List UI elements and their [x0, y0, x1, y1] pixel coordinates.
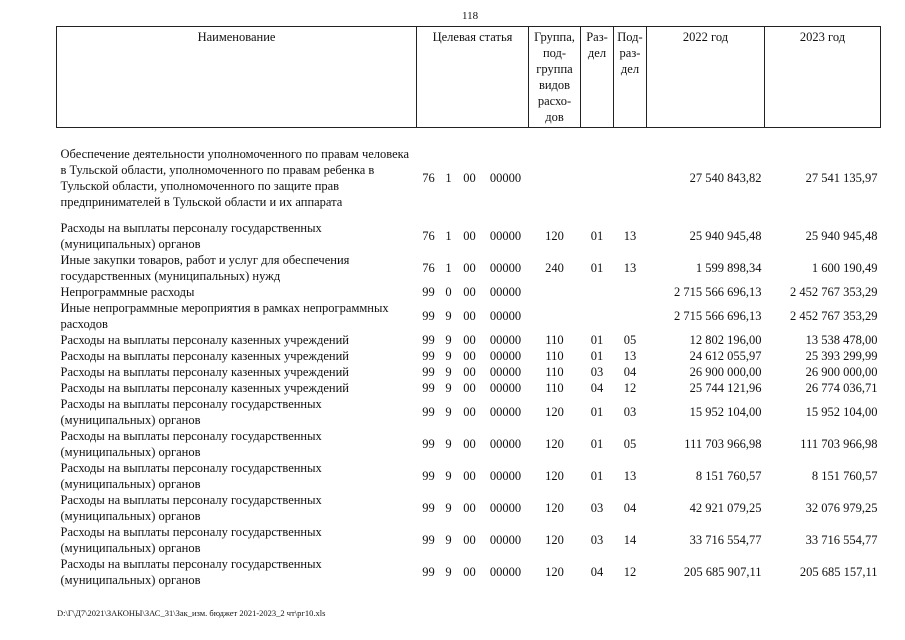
subsection-code: 13 — [623, 261, 637, 275]
subsection-code: 12 — [623, 381, 637, 395]
subsection-code — [614, 284, 647, 300]
target-code-2: 9 — [445, 565, 452, 579]
subsection-code: 13 — [623, 349, 637, 363]
row-name: Иные закупки товаров, работ и услуг для обеспечения государственных (муниципальных) нужд — [60, 253, 350, 283]
subsection-code: 04 — [623, 501, 637, 515]
target-code-3: 00 — [463, 229, 476, 243]
table-row — [57, 428, 881, 460]
amount-2022: 26 900 000,00 — [689, 365, 762, 379]
target-code-4: 00000 — [489, 405, 522, 419]
target-code-4: 00000 — [489, 501, 522, 515]
row-name: Расходы на выплаты персоналу государственных (муниципальных) органов — [60, 557, 322, 587]
expense-group-code: 110 — [545, 365, 564, 379]
subsection-code — [614, 300, 647, 332]
target-code-2: 9 — [445, 333, 452, 347]
page-number: 118 — [462, 10, 479, 22]
table-row — [57, 348, 881, 364]
target-code-4: 00000 — [489, 437, 522, 451]
table-row — [57, 284, 881, 300]
row-spacer-cell — [57, 210, 881, 220]
target-code-1: 99 — [422, 349, 435, 363]
target-code-1: 99 — [422, 533, 435, 547]
file-path-footer: D:\Г\Д7\2021\ЗАКОНЫ\ЗАС_31\Зак_изм. бюджет 2021-2023_2 чт\рг10.xls — [57, 608, 326, 618]
amount-2023: 27 541 135,97 — [805, 171, 878, 185]
row-name: Расходы на выплаты персоналу казенных учреждений — [60, 381, 349, 395]
amount-2023: 15 952 104,00 — [805, 405, 878, 419]
target-code-1: 99 — [422, 309, 435, 323]
section-code: 03 — [590, 533, 604, 547]
target-code-3: 00 — [463, 565, 476, 579]
target-code-1: 99 — [422, 333, 435, 347]
target-code-1: 76 — [422, 261, 435, 275]
subsection-code — [614, 146, 647, 210]
table-row — [57, 380, 881, 396]
amount-2023: 26 774 036,71 — [805, 381, 878, 395]
section-code: 01 — [590, 229, 604, 243]
subsection-code: 04 — [623, 365, 637, 379]
expense-group-code: 110 — [545, 381, 564, 395]
target-code-4: 00000 — [489, 171, 522, 185]
table-row — [57, 332, 881, 348]
expense-group-code: 110 — [545, 349, 564, 363]
row-name: Расходы на выплаты персоналу государственных (муниципальных) органов — [60, 221, 322, 251]
target-code-3: 00 — [463, 171, 476, 185]
section-code: 03 — [590, 501, 604, 515]
table-row — [57, 300, 881, 332]
header-year-2023: 2023 год — [765, 27, 881, 128]
amount-2022: 27 540 843,82 — [689, 171, 762, 185]
expense-group-code: 240 — [545, 261, 564, 275]
section-code — [581, 146, 614, 210]
row-name: Расходы на выплаты персоналу казенных учреждений — [60, 333, 349, 347]
table-body — [57, 128, 881, 589]
header-year-2022: 2022 год — [647, 27, 765, 128]
row-name: Расходы на выплаты персоналу государственных (муниципальных) органов — [60, 397, 322, 427]
target-code-3: 00 — [463, 533, 476, 547]
expense-group-code: 120 — [545, 501, 564, 515]
amount-2023: 26 900 000,00 — [805, 365, 878, 379]
amount-2022: 15 952 104,00 — [689, 405, 762, 419]
target-code-4: 00000 — [489, 309, 522, 323]
subsection-code: 13 — [623, 229, 637, 243]
target-code-2: 1 — [445, 261, 452, 275]
amount-2023: 25 393 299,99 — [805, 349, 878, 363]
table-row — [57, 492, 881, 524]
target-code-1: 99 — [422, 381, 435, 395]
target-code-2: 9 — [445, 365, 452, 379]
target-code-3: 00 — [463, 309, 476, 323]
row-name: Расходы на выплаты персоналу казенных учреждений — [60, 365, 349, 379]
expense-group-code: 120 — [545, 469, 564, 483]
target-code-4: 00000 — [489, 365, 522, 379]
target-code-3: 00 — [463, 365, 476, 379]
table-row — [57, 396, 881, 428]
target-code-2: 9 — [445, 405, 452, 419]
target-code-3: 00 — [463, 285, 476, 299]
header-name: Наименование — [57, 27, 417, 128]
target-code-2: 9 — [445, 381, 452, 395]
row-name: Расходы на выплаты персоналу казенных учреждений — [60, 349, 349, 363]
target-code-3: 00 — [463, 469, 476, 483]
target-code-1: 99 — [422, 285, 435, 299]
amount-2023: 8 151 760,57 — [811, 469, 878, 483]
target-code-2: 9 — [445, 501, 452, 515]
target-code-3: 00 — [463, 381, 476, 395]
subsection-code: 12 — [623, 565, 637, 579]
expense-group-code — [529, 146, 581, 210]
expense-group-code: 120 — [545, 565, 564, 579]
amount-2023: 25 940 945,48 — [805, 229, 878, 243]
subsection-code: 03 — [623, 405, 637, 419]
section-code: 01 — [590, 437, 604, 451]
header-expense-group: Группа, под-группа видов расхо-дов — [529, 27, 581, 128]
budget-table — [56, 26, 881, 588]
target-code-2: 1 — [445, 171, 452, 185]
target-code-3: 00 — [463, 261, 476, 275]
amount-2022: 1 599 898,34 — [695, 261, 762, 275]
amount-2022: 205 685 907,11 — [683, 565, 762, 579]
section-code: 01 — [590, 469, 604, 483]
target-code-1: 99 — [422, 501, 435, 515]
header-target-article: Целевая статья — [417, 27, 529, 128]
table-row — [57, 524, 881, 556]
expense-group-code: 120 — [545, 229, 564, 243]
table-row — [57, 146, 881, 210]
target-code-2: 1 — [445, 229, 452, 243]
row-name: Непрограммные расходы — [60, 285, 195, 299]
target-code-4: 00000 — [489, 333, 522, 347]
section-code — [581, 284, 614, 300]
amount-2023: 111 703 966,98 — [800, 437, 878, 451]
amount-2023: 2 452 767 353,29 — [790, 285, 878, 299]
row-name: Обеспечение деятельности уполномоченного по правам человека в Тульской области, уполномоченного по правам ребенка в Тульской области, уполномоченного по защите прав предпринимателей в Тульской области и их аппарата — [60, 147, 410, 209]
target-code-3: 00 — [463, 333, 476, 347]
target-code-1: 99 — [422, 365, 435, 379]
amount-2022: 111 703 966,98 — [684, 437, 762, 451]
amount-2022: 25 744 121,96 — [689, 381, 762, 395]
target-code-4: 00000 — [489, 381, 522, 395]
section-code: 03 — [590, 365, 604, 379]
amount-2023: 2 452 767 353,29 — [790, 309, 878, 323]
row-name: Иные непрограммные мероприятия в рамках непрограммных расходов — [60, 301, 389, 331]
header-subsection: Под-раз-дел — [614, 27, 647, 128]
amount-2022: 25 940 945,48 — [689, 229, 762, 243]
amount-2023: 32 076 979,25 — [805, 501, 878, 515]
target-code-1: 99 — [422, 405, 435, 419]
row-name: Расходы на выплаты персоналу государственных (муниципальных) органов — [60, 461, 322, 491]
target-code-4: 00000 — [489, 349, 522, 363]
subsection-code: 05 — [623, 333, 637, 347]
target-code-1: 99 — [422, 565, 435, 579]
target-code-1: 99 — [422, 437, 435, 451]
target-code-1: 99 — [422, 469, 435, 483]
header-row — [57, 27, 881, 128]
subsection-code: 14 — [623, 533, 637, 547]
target-code-3: 00 — [463, 405, 476, 419]
target-code-4: 00000 — [489, 229, 522, 243]
table-row — [57, 556, 881, 588]
target-code-2: 9 — [445, 469, 452, 483]
target-code-3: 00 — [463, 349, 476, 363]
target-code-2: 9 — [445, 309, 452, 323]
section-code: 01 — [590, 405, 604, 419]
row-spacer — [57, 210, 881, 220]
row-name: Расходы на выплаты персоналу государственных (муниципальных) органов — [60, 525, 322, 555]
expense-group-code: 110 — [545, 333, 564, 347]
expense-group-code: 120 — [545, 405, 564, 419]
section-code: 01 — [590, 349, 604, 363]
table-row — [57, 364, 881, 380]
target-code-2: 0 — [445, 285, 452, 299]
row-name: Расходы на выплаты персоналу государственных (муниципальных) органов — [60, 493, 322, 523]
section-code: 04 — [590, 381, 604, 395]
target-code-4: 00000 — [489, 261, 522, 275]
target-code-4: 00000 — [489, 469, 522, 483]
subsection-code: 05 — [623, 437, 637, 451]
expense-group-code: 120 — [545, 437, 564, 451]
target-code-2: 9 — [445, 533, 452, 547]
target-code-3: 00 — [463, 437, 476, 451]
amount-2022: 12 802 196,00 — [689, 333, 762, 347]
header-section: Раз-дел — [581, 27, 614, 128]
amount-2022: 33 716 554,77 — [689, 533, 762, 547]
target-code-1: 76 — [422, 171, 435, 185]
row-spacer-cell — [57, 128, 881, 147]
section-code: 04 — [590, 565, 604, 579]
amount-2023: 205 685 157,11 — [799, 565, 878, 579]
target-code-4: 00000 — [489, 533, 522, 547]
amount-2022: 24 612 055,97 — [689, 349, 762, 363]
section-code: 01 — [590, 333, 604, 347]
amount-2023: 13 538 478,00 — [805, 333, 878, 347]
expense-group-code: 120 — [545, 533, 564, 547]
amount-2022: 8 151 760,57 — [695, 469, 762, 483]
target-code-4: 00000 — [489, 285, 522, 299]
expense-group-code — [529, 284, 581, 300]
subsection-code: 13 — [623, 469, 637, 483]
row-name: Расходы на выплаты персоналу государственных (муниципальных) органов — [60, 429, 322, 459]
target-code-2: 9 — [445, 349, 452, 363]
table-row — [57, 220, 881, 252]
amount-2022: 2 715 566 696,13 — [674, 285, 762, 299]
expense-group-code — [529, 300, 581, 332]
amount-2023: 1 600 190,49 — [811, 261, 878, 275]
target-code-3: 00 — [463, 501, 476, 515]
target-code-2: 9 — [445, 437, 452, 451]
target-code-1: 76 — [422, 229, 435, 243]
table-row — [57, 252, 881, 284]
amount-2022: 42 921 079,25 — [689, 501, 762, 515]
amount-2023: 33 716 554,77 — [805, 533, 878, 547]
section-code: 01 — [590, 261, 604, 275]
section-code — [581, 300, 614, 332]
target-code-4: 00000 — [489, 565, 522, 579]
table-row — [57, 460, 881, 492]
row-spacer — [57, 128, 881, 147]
amount-2022: 2 715 566 696,13 — [674, 309, 762, 323]
